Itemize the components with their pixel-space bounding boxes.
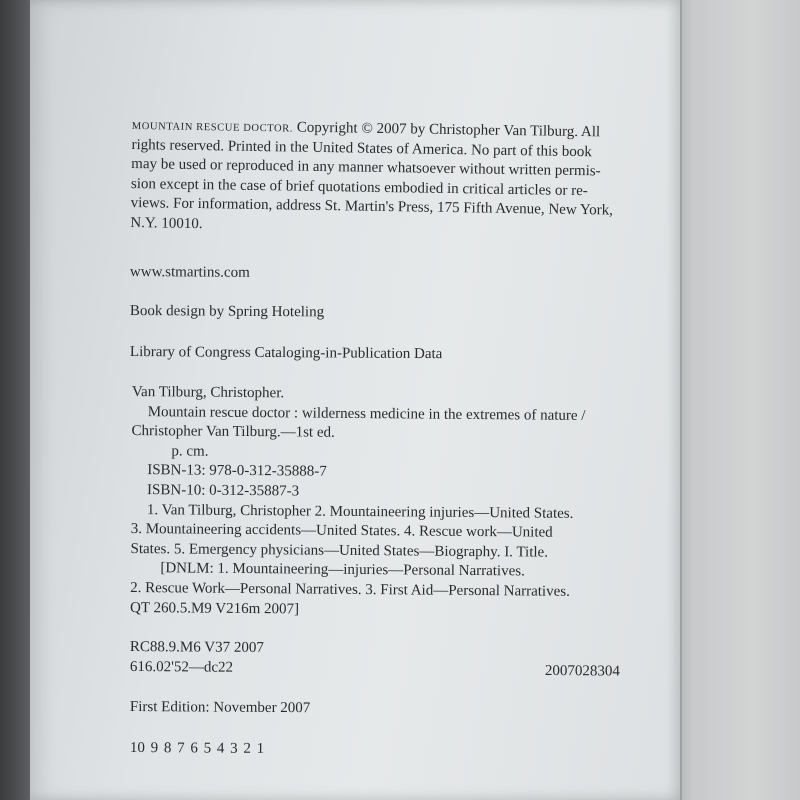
copyright-notice — [130, 116, 614, 241]
cip-subject-line: 3. Mountaineering accidents—United States. 4. Rescue work—United — [130, 521, 553, 541]
cip-subject-line: 1. Van Tilburg, Christopher 2. Mountaineering injuries—United States. — [146, 501, 574, 522]
copyright-line: sion except in the case of brief quotations embodied in critical articles or re- — [130, 175, 588, 199]
dewey-number: 616.02'52—dc22 — [129, 659, 234, 676]
book-design-credit: Book design by Spring Hoteling — [129, 302, 325, 321]
copyright-line: N.Y. 10010. — [130, 214, 203, 232]
lc-call-number: RC88.9.M6 V37 2007 — [129, 639, 264, 656]
cip-title-line: Mountain rescue doctor : wilderness medicine in the extremes of nature / — [147, 403, 586, 424]
cip-heading: Library of Congress Cataloging-in-Publication Data — [129, 343, 443, 363]
cip-title-line: Christopher Van Tilburg.—1st ed. — [131, 423, 335, 441]
printing-line: 10 9 8 7 6 5 4 3 2 1 — [129, 740, 265, 757]
dnlm-line: QT 260.5.M9 V216m 2007] — [129, 599, 300, 617]
isbn-10: ISBN-10: 0-312-35887-3 — [146, 482, 300, 500]
first-edition: First Edition: November 2007 — [129, 699, 311, 717]
copyright-line-1-rest: Copyright © 2007 by Christopher Van Tilburg. All — [292, 119, 601, 141]
lccn: 2007028304 — [544, 663, 620, 680]
cip-author: Van Tilburg, Christopher. — [131, 383, 285, 402]
book-title-smallcaps: MOUNTAIN RESCUE DOCTOR. — [131, 120, 294, 135]
isbn-13: ISBN-13: 978-0-312-35888-7 — [147, 462, 327, 481]
adjacent-page-edge — [680, 0, 800, 800]
cip-pages: p. cm. — [171, 443, 209, 460]
dnlm-line: 2. Rescue Work—Personal Narratives. 3. First Aid—Personal Narratives. — [130, 579, 570, 600]
publisher-website: www.stmartins.com — [129, 263, 250, 281]
copyright-line: views. For information, address St. Martin's Press, 175 Fifth Avenue, New York, — [130, 194, 614, 219]
dnlm-line: [DNLM: 1. Mountaineering—injuries—Personal Narratives. — [160, 560, 525, 580]
cip-subject-line: States. 5. Emergency physicians—United States—Biography. I. Title. — [130, 540, 549, 561]
cip-data-block — [130, 383, 586, 622]
copyright-line: rights reserved. Printed in the United States of America. No part of this book — [131, 136, 592, 160]
copyright-line: may be used or reproduced in any manner whatsoever without written permis- — [131, 155, 601, 180]
